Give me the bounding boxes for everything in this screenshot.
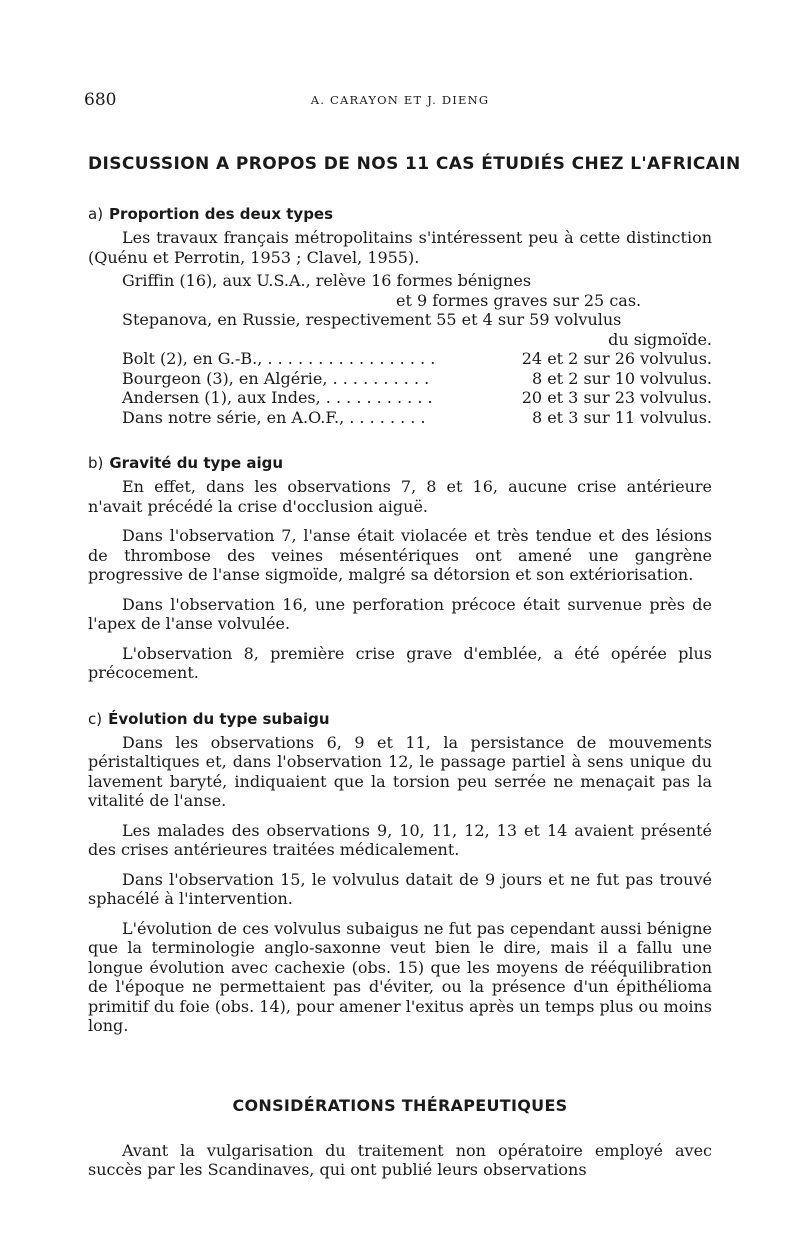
stat-row-value: 8 et 2 sur 10 volvulus. [531, 368, 712, 388]
subsection-letter: c) [88, 709, 103, 728]
section-title-discussion: DISCUSSION A PROPOS DE NOS 11 CAS ÉTUDIÉS CHEZ L'AFRICAIN [88, 154, 741, 174]
stat-row [88, 349, 712, 369]
stat-row-label: Andersen (1), aux Indes, . . . . . . . . . . . [122, 388, 433, 407]
stat-row [88, 369, 712, 389]
subsection-title: Proportion des deux types [109, 205, 334, 223]
paragraph: En effet, dans les observations 7, 8 et 16, aucune crise antérieure n'avait précédé la crise d'occlusion aiguë. [88, 477, 712, 516]
paragraph: Dans l'observation 15, le volvulus datait de 9 jours et ne fut pas trouvé sphacélé à l'intervention. [88, 869, 712, 908]
subsection-heading-c [88, 709, 712, 729]
stat-line: et 9 formes graves sur 25 cas. [396, 290, 642, 310]
page [84, 90, 741, 1180]
subsection-letter: a) [88, 205, 104, 223]
subsection-title: Gravité du type aigu [109, 454, 284, 472]
paragraph: Les malades des observations 9, 10, 11, 12, 13 et 14 avaient présenté des crises antérieures traitées médicalement. [88, 820, 712, 859]
paragraph: Avant la vulgarisation du traitement non opératoire employé avec succès par les Scandinaves, qui ont publié leurs observations [88, 1140, 712, 1179]
stat-row [88, 408, 712, 428]
case-statistics [88, 271, 712, 427]
stat-row-label: Dans notre série, en A.O.F., . . . . . . . . [122, 407, 426, 427]
stat-row-value: 20 et 3 sur 23 volvulus. [521, 388, 712, 407]
subsection-heading-b [88, 453, 712, 473]
running-head [84, 90, 712, 112]
running-head-authors: A. CARAYON ET J. DIENG [310, 93, 490, 107]
stat-line: Griffin (16), aux U.S.A., relève 16 formes bénignes [122, 271, 532, 290]
paragraph: L'observation 8, première crise grave d'emblée, a été opérée plus précocement. [88, 643, 712, 682]
page-number: 680 [84, 90, 117, 110]
subsection-title: Évolution du type subaigu [108, 709, 330, 728]
stat-row-value: 8 et 3 sur 11 volvulus. [531, 407, 712, 427]
stat-row [88, 388, 712, 408]
stat-row-label: Bolt (2), en G.-B., . . . . . . . . . . . . . . . . . [122, 349, 436, 368]
paragraph: Les travaux français métropolitains s'intéressent peu à cette distinction (Quénu et Perrotin, 1953 ; Clavel, 1955). [88, 228, 712, 267]
paragraph: Dans l'observation 7, l'anse était violacée et très tendue et des lésions de thrombose des veines mésentériques ont amené une gangrène progressive de l'anse sigmoïde, malgré sa détorsion et son extériorisation. [88, 526, 712, 584]
paragraph: Dans les observations 6, 9 et 11, la persistance de mouvements péristaltiques et, dans l'observation 12, le passage partiel à sens unique du lavement baryté, indiquaient que la torsion peu serrée ne menaçait pas la vitalité de l'anse. [88, 732, 712, 810]
stat-row-value: 24 et 2 sur 26 volvulus. [521, 349, 712, 368]
section-title-therapy: CONSIDÉRATIONS THÉRAPEUTIQUES [232, 1095, 568, 1115]
paragraph: Dans l'observation 16, une perforation précoce était survenue près de l'apex de l'anse volvulée. [88, 594, 712, 633]
subsection-heading-a [88, 204, 712, 224]
stat-line: Stepanova, en Russie, respectivement 55 et 4 sur 59 volvulus [122, 310, 622, 329]
subsection-letter: b) [88, 454, 104, 472]
stat-row-label: Bourgeon (3), en Algérie, . . . . . . . . . . [122, 368, 430, 388]
stat-line: du sigmoïde. [608, 329, 712, 349]
paragraph: L'évolution de ces volvulus subaigus ne fut pas cependant aussi bénigne que la terminologie anglo-saxonne veut bien le dire, mais il a fallu une longue évolution avec cachexie (obs. 15) que les moyens de rééquilibration de l'époque ne permettaient pas d'éviter, ou la présence d'un épithélioma primitif du foie (obs. 14), pour amener l'exitus après un temps plus ou moins long. [88, 918, 712, 1035]
